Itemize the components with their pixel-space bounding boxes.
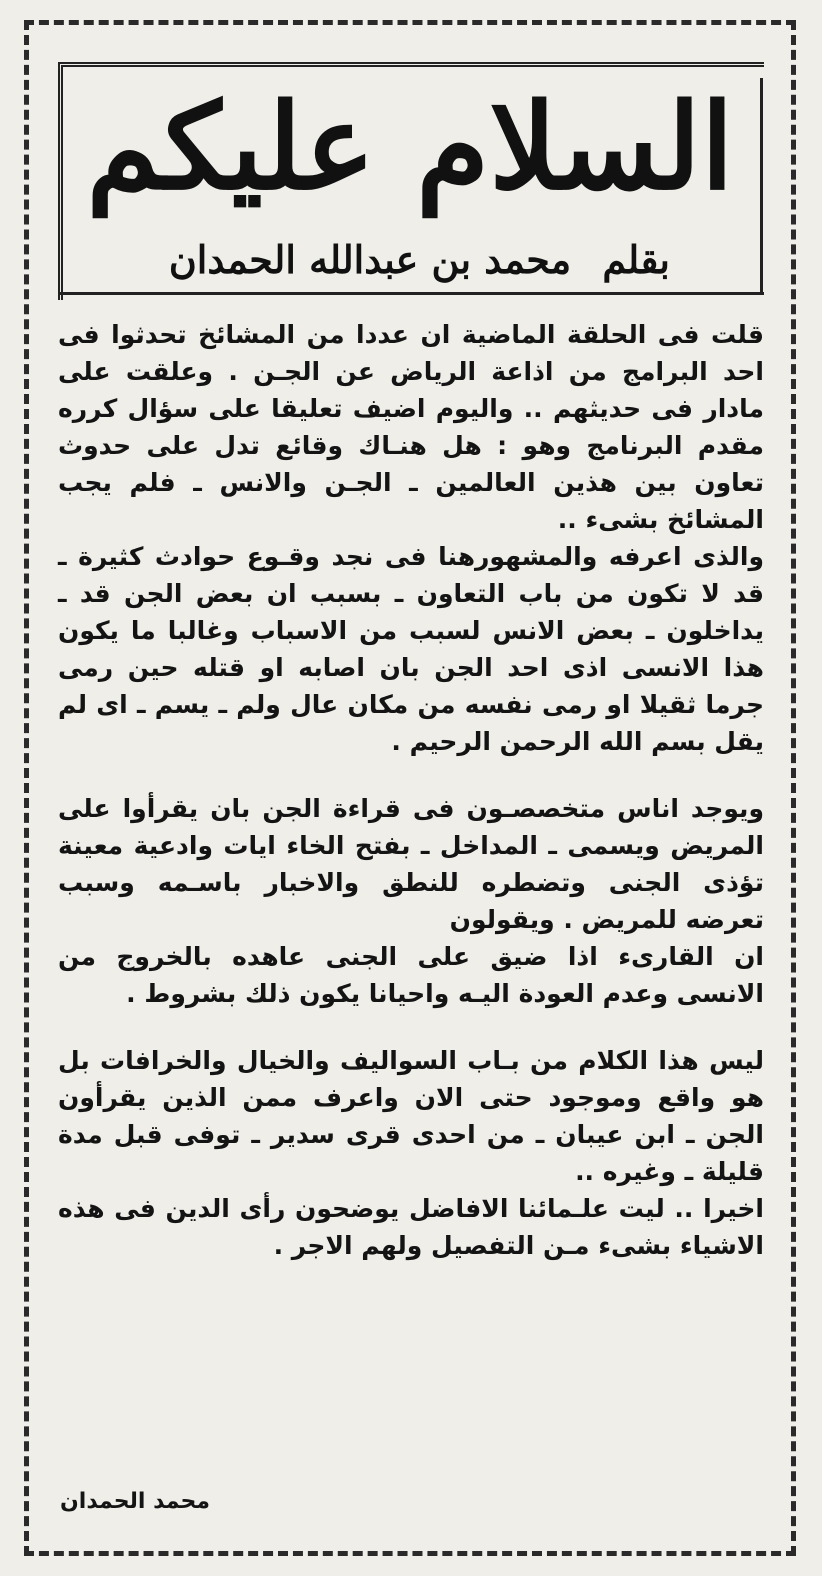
paragraph-2: والذى اعرفه والمشهورهنا فى نجد وقـوع حوادث كثيرة ـ قد لا تكون من باب التعاون ـ بسبب ان بعض الجن قد ـ يداخلون ـ بعض الانس لسبب من الاسباب وغالبا ما يكون هذا الانسى اذى احد الجن بان اصابه او قتله حين رمى جرما ثقيلا او رمى نفسه من مكان عال ولم ـ يسم ـ اى لم يقل بسم الله الرحمن الرحيم . <box>58 542 764 756</box>
byline <box>110 232 670 288</box>
paragraph-6: اخيرا .. ليت علـمائنا الافاضل يوضحون رأى الدين فى هذه الاشياء بشىء مـن التفصيل ولهم الاجر . <box>58 1194 764 1260</box>
paragraph-5: ليس هذا الكلام من بـاب السواليف والخيال والخرافات بل هو واقع وموجود حتى الان واعرف ممن الذين يقرأون الجن ـ ابن عيبان ـ من احدى قرى سدير ـ توفى قبل مدة قليلة ـ وغيره .. <box>58 1046 764 1186</box>
author-name: محمد بن عبدالله الحمدان <box>168 237 572 282</box>
masthead-right-rule <box>760 78 763 294</box>
article-body <box>58 316 764 1264</box>
masthead-bottom-rule <box>58 292 764 295</box>
column-title: السلام عليكم <box>86 77 734 216</box>
paragraph-3: ويوجد اناس متخصصـون فى قراءة الجن بان يقرأوا على المريض ويسمى ـ المداخل ـ بفتح الخاء ايات وادعية معينة تؤذى الجنى وتضطره للنطق والاخبار باسـمه وسبب تعرضه للمريض . ويقولون <box>58 794 764 934</box>
paragraph-4: ان القارىء اذا ضيق على الجنى عاهده بالخروج من الانسى وعدم العودة اليـه واحيانا يكون ذلك بشروط . <box>58 942 764 1008</box>
paragraph-spacer <box>58 760 764 790</box>
paragraph-spacer <box>58 1012 764 1042</box>
signature: محمد الحمدان <box>60 1489 211 1514</box>
paragraph-1: قلت فى الحلقة الماضية ان عددا من المشائخ تحدثوا فى احد البرامج من اذاعة الرياض عن الجـن . وعلقت على مادار فى حديثهم .. واليوم اضيف تعليقا على سؤال كرره مقدم البرنامج وهو : هل هنـاك وقائع تدل على حدوث تعاون بين هذين العالمين ـ الجـن والانس ـ فلم يجب المشائخ بشىء .. <box>58 320 764 534</box>
byline-prefix: بقلم <box>602 237 670 282</box>
